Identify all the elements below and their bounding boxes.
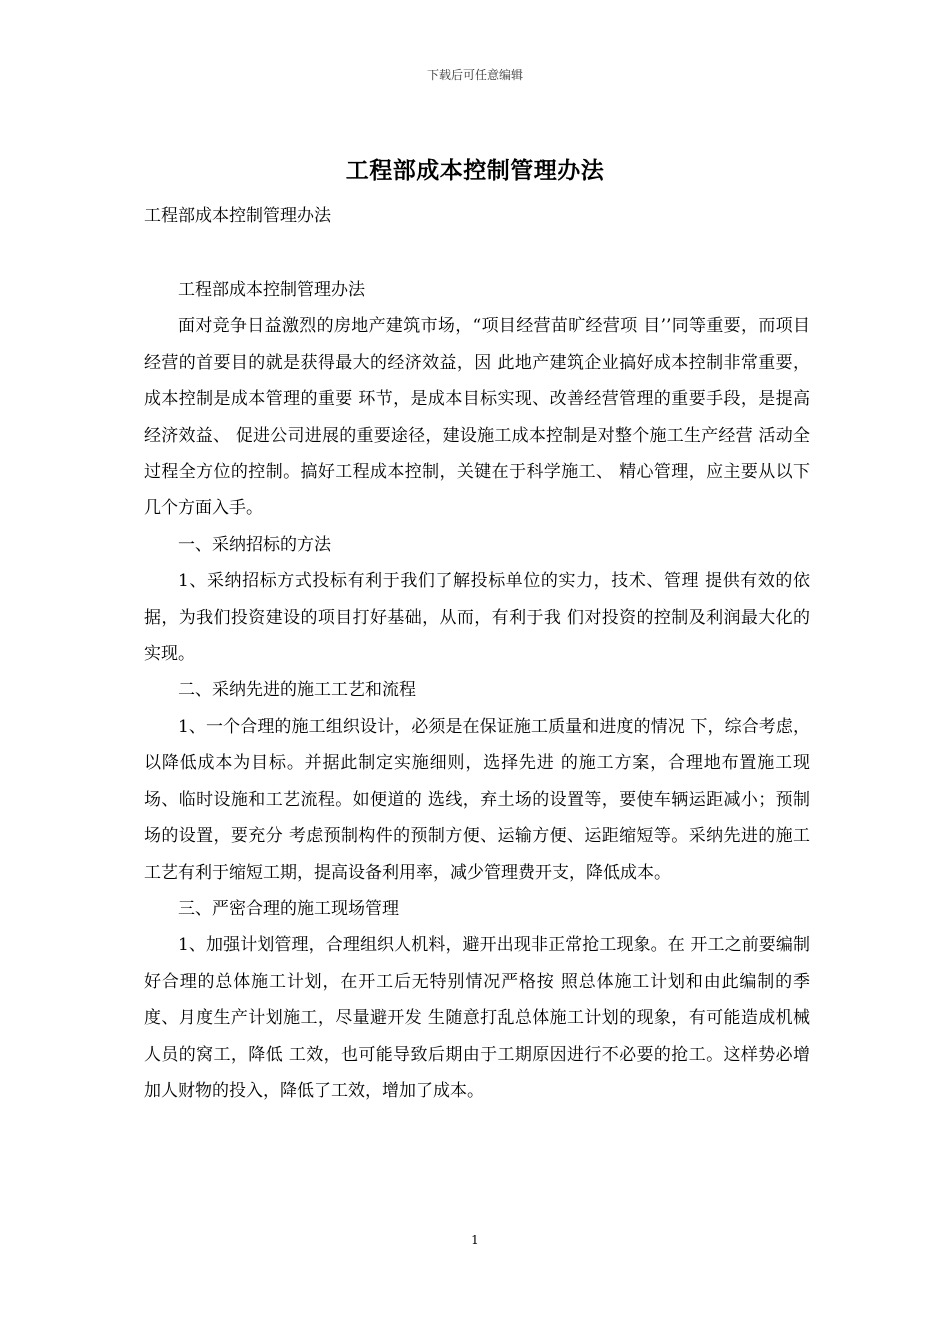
- section-heading-2: 二、采纳先进的施工工艺和流程: [178, 680, 416, 701]
- section-3-paragraph: 1、加强计划管理，合理组织人机料，避开出现非正常抢工现象。在 开工之前要编制好合理的总体施工计划，在开工后无特别情况严格按 照总体施工计划和由此编制的季度、月度生产计划施工，尽量避开发 生随意打乱总体施工计划的现象，有可能造成机械人员的窝工，降低 工效，也可能导致后期由于工期原因进行不必要的抢工。这样势必增 加人财物的投入，降低了工效，增加了成本。: [144, 935, 810, 1101]
- body-heading: 工程部成本控制管理办法: [178, 280, 365, 300]
- header-note: 下载后可任意编辑: [426, 68, 523, 82]
- document-body: [144, 272, 810, 1109]
- intro-paragraph: 面对竞争日益激烈的房地产建筑市场，“项目经营苗旷经营项 目’’同等重要，而项目经营的首要目的就是获得最大的经济效益，因 此地产建筑企业搞好成本控制非常重要，成本控制是成本管理的重要 环节，是成本目标实现、改善经营管理的重要手段，是提高经济效益、 促进公司进展的重要途径，建设施工成本控制是对整个施工生产经营 活动全过程全方位的控制。搞好工程成本控制，关键在于科学施工、 精心管理，应主要从以下几个方面入手。: [144, 316, 810, 519]
- section-2-paragraph: 1、一个合理的施工组织设计，必须是在保证施工质量和进度的情况 下，综合考虑，以降低成本为目标。并据此制定实施细则，选择先进 的施工方案，合理地布置施工现场、临时设施和工艺流程。如便道的 选线，弃土场的设置等，要使车辆运距减小；预制场的设置，要充分 考虑预制构件的预制方便、运输方便、运距缩短等。采纳先进的施工 工艺有利于缩短工期，提高设备利用率，减少管理费开支，降低成本。: [144, 716, 810, 883]
- section-heading-3: 三、严密合理的施工现场管理: [178, 898, 399, 919]
- page-number: 1: [471, 1233, 479, 1247]
- section-heading-1: 一、采纳招标的方法: [178, 534, 331, 555]
- document-title: 工程部成本控制管理办法: [345, 157, 605, 184]
- document-subtitle: 工程部成本控制管理办法: [144, 206, 331, 226]
- section-1-paragraph: 1、采纳招标方式投标有利于我们了解投标单位的实力，技术、管理 提供有效的依据，为我们投资建设的项目打好基础，从而，有利于我 们对投资的控制及利润最大化的实现。: [144, 571, 810, 665]
